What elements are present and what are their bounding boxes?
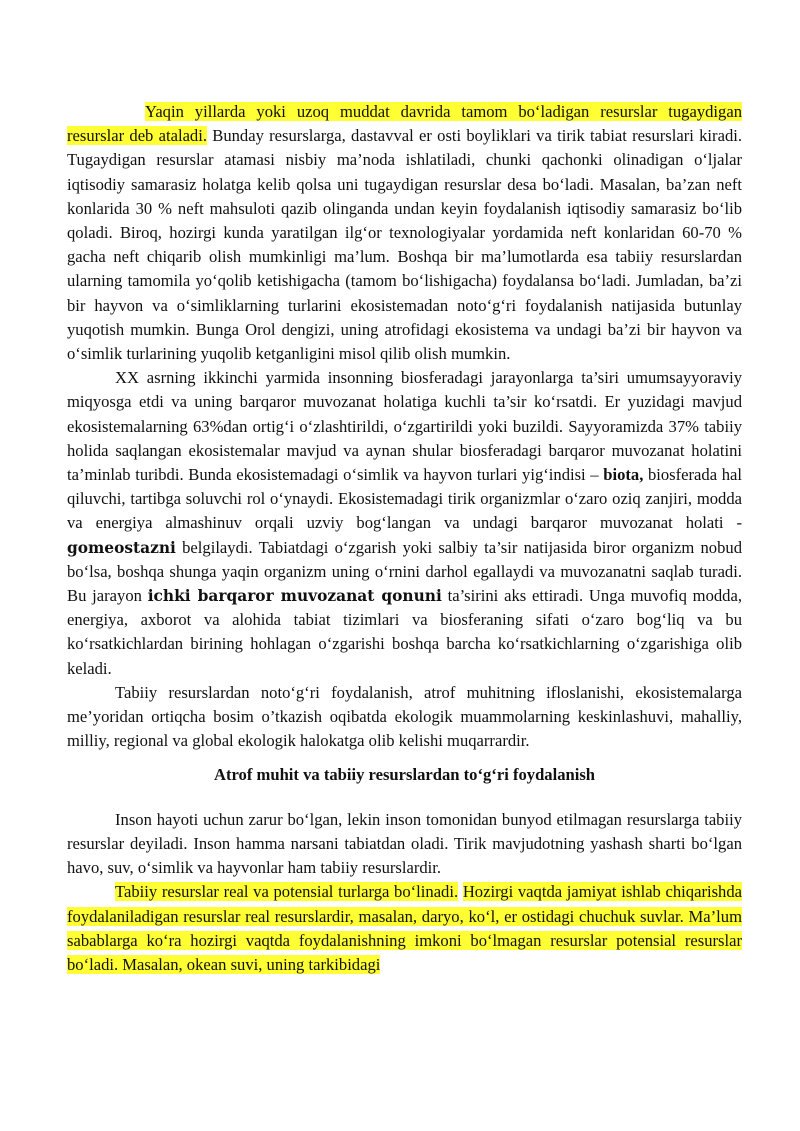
paragraph-text: XX asrning ikkinchi yarmida insonning biosferadagi jarayonlarga ta’siri umumsayyoraviy miqyosga etdi va uning barqaror muvozanat holatiga kuchli ta’sir ko‘rsatdi. Er yuzidagi mavjud ekosistemalarning 63%dan ortig‘i o‘zlashtirildi, o‘zgartirildi yoki buzildi. Sayyoramizda 37% tabiiy holida saqlangan ekosistemalar mavjud va aynan shular biosferadagi barqaror muvozanat holatini ta’minlab turibdi. Bunda ekosistemadagi o‘simlik va hayvon turlari yig‘indisi – (67, 368, 742, 485)
paragraph-exhaustible-resources (67, 100, 742, 366)
term-biota: biota, (603, 465, 644, 485)
term-gomeostaz: gomeostazni (67, 538, 176, 557)
paragraph-text: ta’sirini aks ettiradi. Unga muvofiq modda, energiya, axborot va alohida tabiat tizimlari va biosferaning sifati o‘zaro bog‘liq va bu ko‘rsatkichlardan birining hohlagan o‘zgarishi boshqa barcha ko‘rsatkichlarning o‘zgarishiga olib keladi. (67, 586, 742, 678)
paragraph-misuse: Tabiiy resurslardan noto‘g‘ri foydalanish, atrof muhitning ifloslanishi, ekosistemalarga me’yoridan ortiqcha bosim o’tkazish oqibatda ekologik muammolarning keskinlashuvi, mahalliy, milliy, regional va global ekologik halokatga olib kelishi muqarrardir. (67, 682, 742, 751)
paragraph-real-potential (67, 880, 742, 977)
paragraph-text: biosferada hal qiluvchi, tartibga soluvchi rol o‘ynaydi. Ekosistemadagi tirik organizmlar o‘zaro oziq zanjiri, modda va energiya almashinuv orqali uzviy bog‘langan va undagi barqaror muvozanat holati - (67, 465, 742, 533)
section-heading: Atrof muhit va tabiiy resurslardan to‘g‘ri foydalanish (213, 765, 596, 785)
highlighted-text: Hozirgi vaqtda jamiyat ishlab chiqarishda foydalaniladigan resurslar real resurslardir, masalan, daryo, ko‘l, er ostidagi chuchuk suvlar. Ma’lum sabablarga ko‘ra hozirgi vaqtda foydalanishning imkoni bo‘lmagan resurslar potensial resurslar bo‘ladi. Masalan, okean suvi, uning tarkibidagi (67, 882, 743, 974)
highlighted-definition: Yaqin yillarda yoki uzoq muddat davrida tamom bo‘ladigan resurslar tugaydigan resurslar deb ataladi. (67, 102, 742, 146)
paragraph-natural-resources: Inson hayoti uchun zarur bo‘lgan, lekin inson tomonidan bunyod etilmagan resurslarga tabiiy resurslar deyiladi. Inson hamma narsani tabiatdan oladi. Tirik mavjudotning yashash sharti bo‘lgan havo, suv, o‘simlik va hayvonlar ham tabiiy resurslardir. (67, 809, 742, 878)
paragraph-text: belgilaydi. Tabiatdagi o‘zgarish yoki salbiy ta’sir natijasida biror organizm nobud bo‘lsa, boshqa shunga yaqin organizm uning o‘rnini darhol egallaydi va muvozanatni saqlab turadi. Bu jarayon (67, 537, 742, 606)
paragraph-text: Bunday resurslarga, dastavval er osti boyliklari va tirik tabiat resurslari kiradi. Tugaydigan resurslar atamasi nisbiy ma’noda ishlatiladi, chunki qachonki olinadigan o‘ljalar iqtisodiy samarasiz holatga kelib qolsa uni tugaydigan resurslar desa bo‘ladi. Masalan, ba’zan neft konlarida 30 % neft mahsuloti qazib olinganda undan keyin foydalanish iqtisodiy samarasiz bo‘lib qoladi. Biroq, hozirgi kunda yaratilgan ilg‘or texnologiyalar yordamida neft konlaridan 60-70 % gacha neft chiqarib olish mumkinligi ma’lum. Boshqa bir ma’lumotlarda esa tabiiy resurslardan ularning tamomila yo‘qolib ketishigacha (tamom bo‘lishigacha) foydalansa bo‘ladi. Jumladan, ba’zi bir hayvon va o‘simliklarning turlarini ekosistemadan noto‘g‘ri foydalanish natijasida butunlay yuqotish mumkin. Bunga Orol dengizi, uning atrofidagi ekosistema va undagi ba’zi bir hayvon va o‘simlik turlarining yuqolib ketganligini misol qilib olish mumkin. (67, 126, 742, 364)
highlighted-text: Tabiiy resurslar real va potensial turlarga bo‘linadi. (115, 882, 459, 902)
document-body (67, 100, 742, 977)
paragraph-biosphere (67, 366, 742, 681)
term-internal-balance-law: ichki barqaror muvozanat qonuni (147, 587, 442, 606)
